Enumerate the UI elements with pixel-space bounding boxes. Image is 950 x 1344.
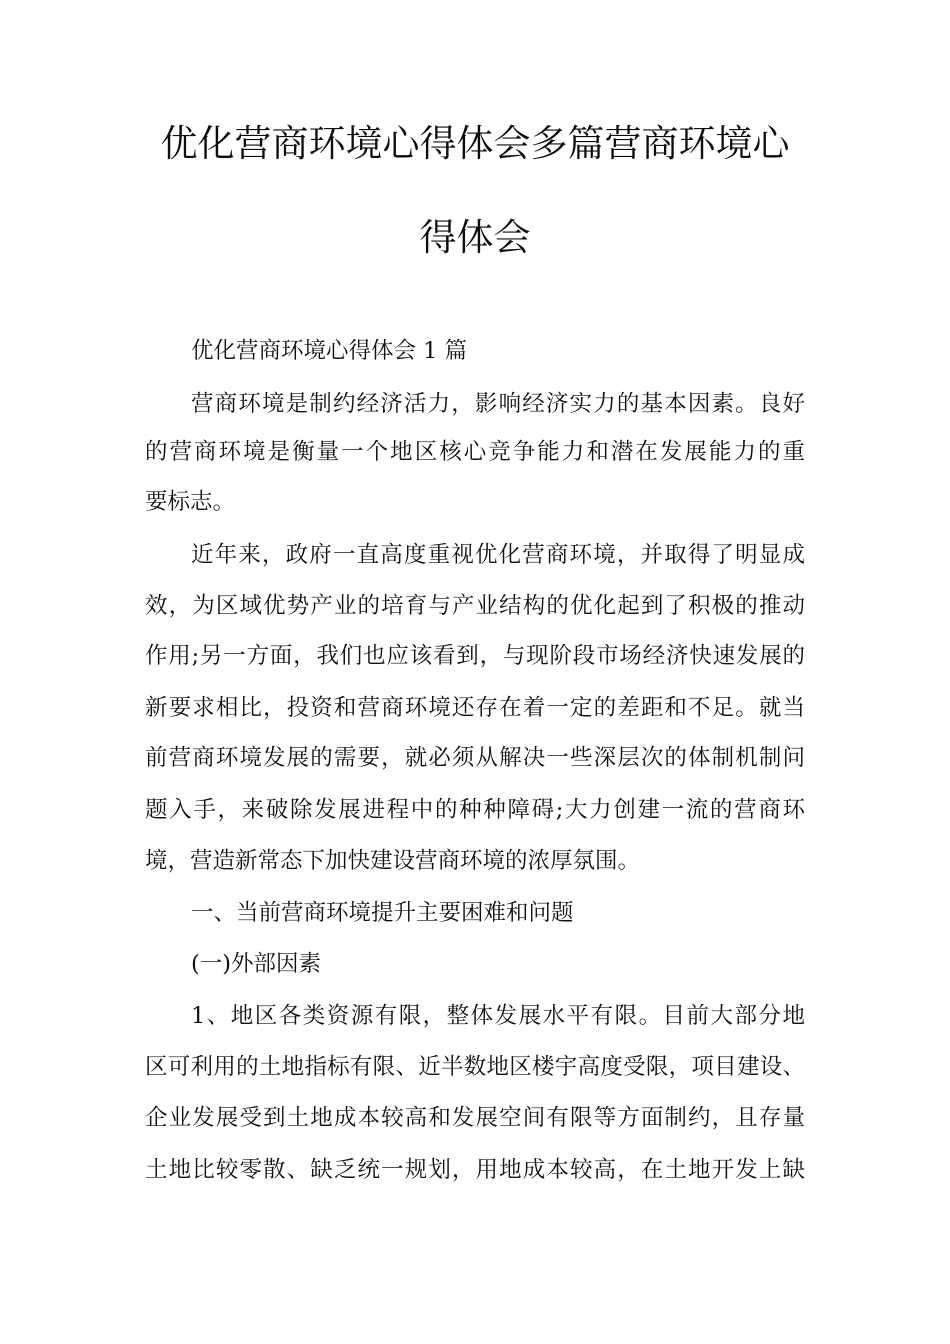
section-heading: 优化营商环境心得体会 1 篇	[191, 338, 468, 364]
paragraph-line: 的营商环境是衡量一个地区核心竞争能力和潜在发展能力的重	[145, 439, 805, 465]
heading-level-1: 一、当前营商环境提升主要困难和问题	[191, 900, 574, 926]
paragraph-line: 前营商环境发展的需要，就必须从解决一些深层次的体制机制问	[145, 745, 805, 771]
paragraph-line: 要标志。	[145, 489, 236, 515]
paragraph-line: 企业发展受到土地成本较高和发展空间有限等方面制约，且存量	[145, 1105, 805, 1131]
paragraph-line: 新要求相比，投资和营商环境还存在着一定的差距和不足。就当	[145, 695, 805, 721]
paragraph-line: 土地比较零散、缺乏统一规划，用地成本较高，在土地开发上缺	[145, 1157, 805, 1183]
paragraph-line: 区可利用的土地指标有限、近半数地区楼宇高度受限，项目建设、	[145, 1054, 805, 1080]
paragraph-line: 1、地区各类资源有限，整体发展水平有限。目前大部分地	[191, 1003, 805, 1029]
document-title-line-2: 得体会	[419, 216, 531, 259]
paragraph-line: 效，为区域优势产业的培育与产业结构的优化起到了积极的推动	[145, 593, 805, 619]
paragraph-line: 境，营造新常态下加快建设营商环境的浓厚氛围。	[145, 848, 641, 874]
paragraph-line: 题入手，来破除发展进程中的种种障碍;大力创建一流的营商环	[145, 797, 805, 823]
document-title-line-1: 优化营商环境心得体会多篇营商环境心	[160, 122, 790, 165]
paragraph-line: 作用;另一方面，我们也应该看到，与现阶段市场经济快速发展的	[145, 643, 805, 669]
heading-level-2: (一)外部因素	[191, 951, 322, 977]
paragraph-line: 近年来，政府一直高度重视优化营商环境，并取得了明显成	[191, 542, 805, 568]
paragraph-line: 营商环境是制约经济活力，影响经济实力的基本因素。良好	[191, 391, 805, 417]
